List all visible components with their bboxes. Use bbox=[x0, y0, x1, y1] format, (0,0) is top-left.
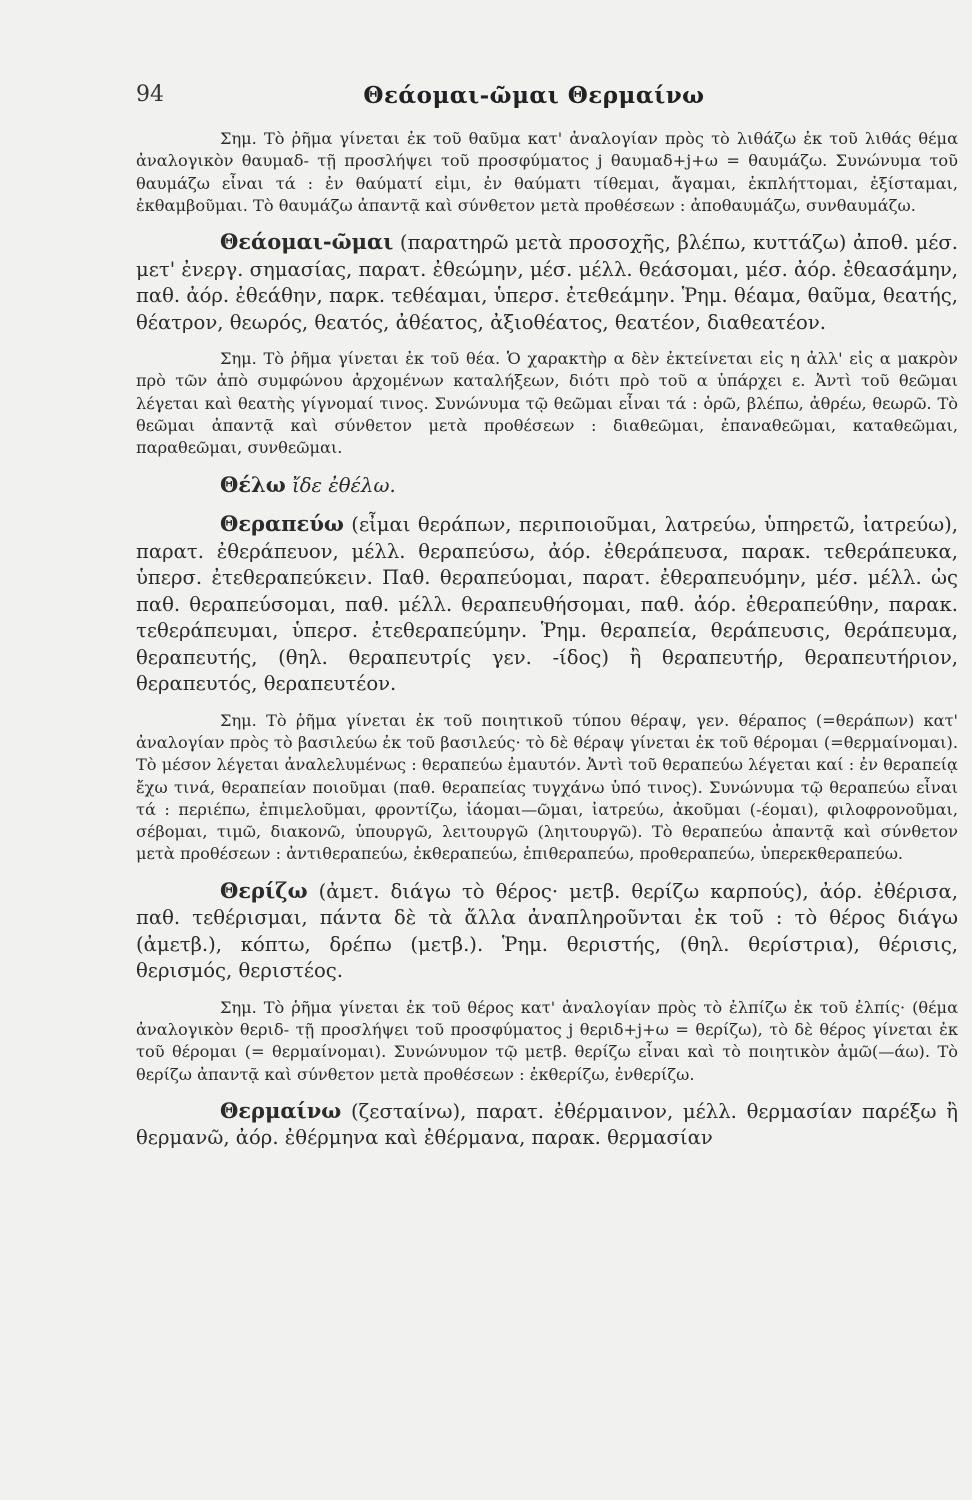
note-therapeuo: Σημ. Τὸ ῥῆμα γίνεται ἐκ τοῦ ποιητικοῦ τύπου θέραψ, γεν. θέραπος (=θεράπων) κατ' ἀναλογίαν πρὸς τὸ βασιλεύω ἐκ τοῦ βασιλεύς· τὸ δὲ θέραψ γίνεται ἐκ τοῦ θέρομαι (=θερμαίνομαι). Τὸ μέσον λέγεται ἀναλελυμένως : θεραπεύω ἐμαυτόν. Ἀντὶ τοῦ θεραπεύω λέγεται καί : ἐν θεραπείᾳ ἔχω τινά, θεραπείαν ποιοῦμαι (παθ. θεραπείας τυγχάνω ὑπό τινος). Συνώνυμα τῷ θεραπεύω εἶναι τά : περιέπω, ἐπιμελοῦμαι, φροντίζω, ἰάομαι—ῶμαι, ἰατρεύω, ἀκοῦμαι (-έομαι), φιλοφρονοῦμαι, σέβομαι, τιμῶ, διακονῶ, ὑπουργῶ, λειτουργῶ (ληιτουργῶ). Τὸ θεραπεύω ἀπαντᾷ καὶ σύνθετον μετὰ προθέσεων : ἀντιθεραπεύω, ἐκθεραπεύω, ἐπιθεραπεύω, προθεραπεύω, ὑπερεκθεραπεύω. bbox=[136, 710, 958, 864]
note-therizo: Σημ. Τὸ ῥῆμα γίνεται ἐκ τοῦ θέρος κατ' ἀναλογίαν πρὸς τὸ ἐλπίζω ἐκ τοῦ ἐλπίς· (θέμα ἀναλογικὸν θεριδ- τῇ προσλήψει τοῦ προσφύματος j θεριδ+j+ω = θερίζω), τὸ δὲ θέρος γίνεται ἐκ τοῦ θέρομαι (= θερμαίνομαι). Συνώνυμον τῷ μετβ. θερίζω εἶναι καὶ τὸ ποιητικὸν ἀμῶ(—άω). Τὸ θερίζω ἀπαντᾷ καὶ σύνθετον μετὰ προθέσεων : ἐκθερίζω, ἐνθερίζω. bbox=[136, 997, 958, 1084]
page-header bbox=[136, 82, 932, 116]
headword: Θεραπεύω bbox=[220, 511, 344, 537]
entry-therapeuo bbox=[136, 511, 958, 698]
running-head: Θεάομαι-ῶμαι Θερμαίνω bbox=[363, 82, 705, 109]
note-thaumazo: Σημ. Τὸ ῥῆμα γίνεται ἐκ τοῦ θαῦμα κατ' ἀναλογίαν πρὸς τὸ λιθάζω ἐκ τοῦ λιθάς θέμα ἀναλογικὸν θαυμαδ- τῇ προσλήψει τοῦ προσφύματος j θαυμαδ+j+ω = θαυμάζω. Συνώνυμα τοῦ θαυμάζω εἶναι τά : ἐν θαύματί εἰμι, ἐν θαύματι τίθεμαι, ἄγαμαι, ἐκπλήττομαι, ἐξίσταμαι, ἐκθαμβοῦμαι. Τὸ θαυμάζω ἀπαντᾷ καὶ σύνθετον μετὰ προθέσεων : ἀποθαυμάζω, συνθαυμάζω. bbox=[136, 129, 958, 215]
entry-text: (παρατηρῶ μετὰ προσοχῆς, βλέπω, κυττάζω) ἀποθ. μέσ. μετ' ἐνεργ. σημασίας, παρατ. ἐθεώμην, μέσ. μέλλ. θεάσομαι, μέσ. ἀόρ. ἐθεασάμην, παθ. ἀόρ. ἐθεάθην, παρκ. τεθέαμαι, ὑπερσ. ἐτεθεάμην. Ῥημ. θέαμα, θαῦμα, θεατής, θέατρον, θεωρός, θεατός, ἀθέατος, ἀξιοθέατος, θεατέον, διαθεατέον. bbox=[136, 231, 958, 334]
page-body bbox=[136, 128, 958, 1152]
entry-text: ἴδε ἐθέλω. bbox=[285, 473, 396, 497]
note-theaomai: Σημ. Τὸ ῥῆμα γίνεται ἐκ τοῦ θέα. Ὁ χαρακτὴρ α δὲν ἐκτείνεται εἰς η ἀλλ' εἰς α μακρὸν πρὸ τῶν ἀπὸ συμφώνου ἀρχομένων καταλήξεων, διότι πρὸ τοῦ α ὑπάρχει ε. Ἀντὶ τοῦ θεῶμαι λέγεται καὶ θεατὴς γίγνομαί τινος. Συνώνυμα τῷ θεῶμαι εἶναι τά : ὁρῶ, βλέπω, ἀθρέω, θεωρῶ. Τὸ θεῶμαι ἀπαντᾷ καὶ σύνθετον μετὰ προθέσεων : διαθεῶμαι, ἐπαναθεῶμαι, καταθεῶμαι, παραθεῶμαι, συνθεῶμαι. bbox=[136, 349, 958, 458]
entry-text: (εἶμαι θεράπων, περιποιοῦμαι, λατρεύω, ὑπηρετῶ, ἰατρεύω), παρατ. ἐθεράπευον, μέλλ. θεραπεύσω, ἀόρ. ἐθεράπευσα, παρακ. τεθεράπευκα, ὑπερσ. ἐτεθεραπεύκειν. Παθ. θεραπεύομαι, παρατ. ἐθεραπευόμην, μέσ. μέλλ. ὡς παθ. θεραπεύσομαι, παθ. μέλλ. θεραπευθήσομαι, παθ. ἀόρ. ἐθεραπεύθην, παρακ. τεθεράπευμαι, ὑπερσ. ἐτεθεραπεύμην. Ῥημ. θεραπεία, θεράπευσις, θεράπευμα, θεραπευτής, (θηλ. θεραπευτρίς γεν. -ίδος) ἢ θεραπευτήρ, θεραπευτήριον, θεραπευτός, θεραπευτέον. bbox=[136, 513, 958, 696]
entry-therizo bbox=[136, 878, 958, 985]
page-number: 94 bbox=[136, 82, 164, 107]
entry-text: (ἀμετ. διάγω τὸ θέρος· μετβ. θερίζω καρπούς), ἀόρ. ἐθέρισα, παθ. τεθέρισμαι, πάντα δὲ τὰ ἄλλα ἀναπληροῦνται ἐκ τοῦ : τὸ θέρος διάγω (ἀμετβ.), κόπτω, δρέπω (μετβ.). Ῥημ. θεριστής, (θηλ. θερίστρια), θέρισις, θερισμός, θεριστέος. bbox=[136, 879, 958, 983]
entry-text: (ζεσταίνω), παρατ. ἐθέρμαινον, μέλλ. θερμασίαν παρέξω ἢ θερμανῶ, ἀόρ. ἐθέρμηνα καὶ ἐθέρμανα, παρακ. θερμασίαν bbox=[136, 1099, 958, 1150]
entry-thermaino bbox=[136, 1098, 958, 1152]
headword: Θερίζω bbox=[220, 877, 308, 903]
headword: Θέλω bbox=[220, 471, 286, 497]
entry-thelo bbox=[136, 472, 958, 500]
entry-theaomai bbox=[136, 229, 958, 336]
headword: Θερμαίνω bbox=[220, 1097, 342, 1123]
headword: Θεάομαι-ῶμαι bbox=[220, 229, 394, 255]
